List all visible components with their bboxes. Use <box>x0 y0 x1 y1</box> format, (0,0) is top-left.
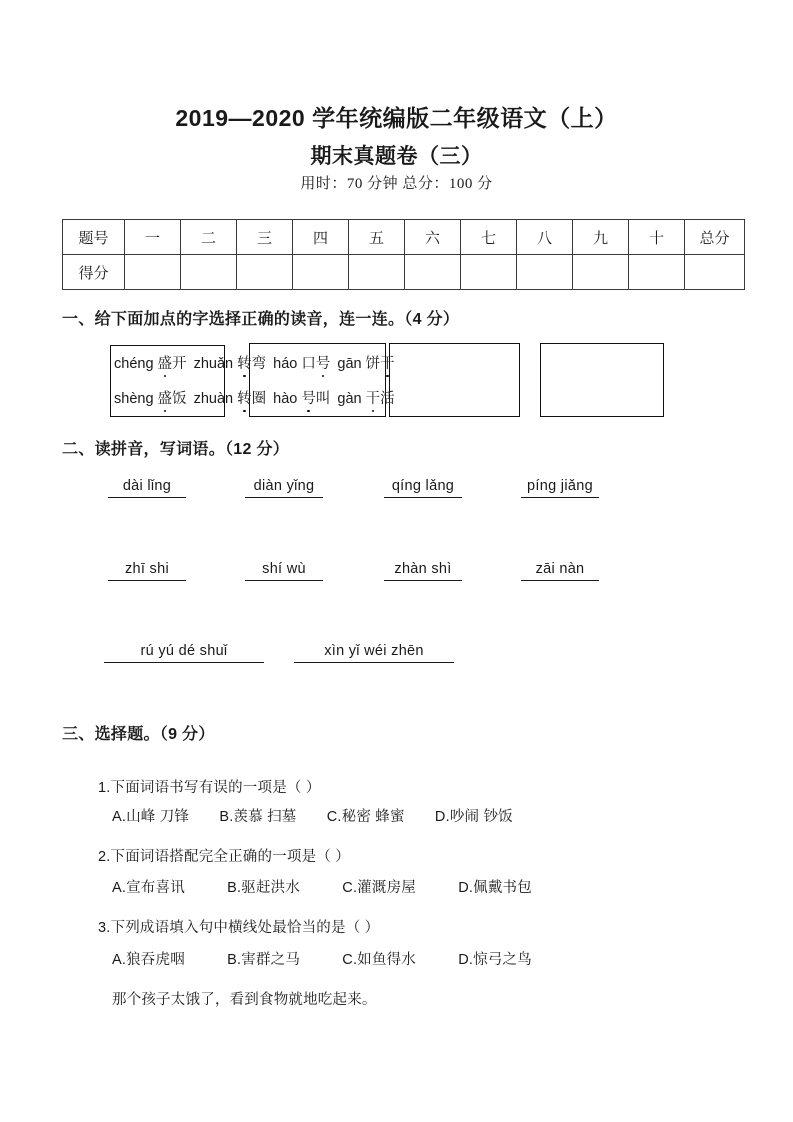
score-cell-2[interactable] <box>181 255 237 290</box>
matching-box-3[interactable] <box>389 343 520 417</box>
score-cell-8[interactable] <box>517 255 573 290</box>
matching-pair-2-3[interactable]: hào 号叫 <box>273 387 330 408</box>
answer-underline[interactable] <box>104 662 264 663</box>
matching-pair-1-4[interactable]: gān 饼干 <box>337 352 394 373</box>
matching-pair-2-4[interactable]: gàn 干活 <box>337 387 394 408</box>
section-1-heading: 一、给下面加点的字选择正确的读音，连一连。（4 分） <box>62 311 460 328</box>
table-row-header <box>63 220 745 255</box>
answer-underline[interactable] <box>108 497 186 498</box>
pinyin-text: zhàn shì <box>394 561 452 577</box>
score-cell-5[interactable] <box>349 255 405 290</box>
score-table-col-4: 四 <box>293 220 349 255</box>
question-3-stem: 3.下列成语填入句中横线处最恰当的是（ ） <box>98 920 380 936</box>
answer-underline[interactable] <box>108 580 186 581</box>
pinyin-blank-2-1[interactable] <box>108 561 186 581</box>
question-2-options <box>112 876 532 897</box>
question-3-sentence: 那个孩子太饿了，看到食物就地吃起来。 <box>112 992 377 1008</box>
matching-row-2 <box>114 387 398 408</box>
option-3-a[interactable]: A.狼吞虎咽 <box>112 952 185 968</box>
score-table-col-3: 三 <box>237 220 293 255</box>
question-2-stem: 2.下面词语搭配完全正确的一项是（ ） <box>98 849 350 865</box>
option-1-d[interactable]: D.吵闹 钞饭 <box>434 809 513 825</box>
pinyin-text: qíng lǎng <box>391 478 455 494</box>
score-cell-4[interactable] <box>293 255 349 290</box>
score-table-col-9: 九 <box>573 220 629 255</box>
pinyin-text: dài lǐng <box>122 478 172 494</box>
pinyin-text: xìn yǐ wéi zhēn <box>324 643 424 659</box>
pinyin-text: zāi nàn <box>535 561 585 577</box>
option-2-d[interactable]: D.佩戴书包 <box>458 880 532 896</box>
score-table-col-10: 十 <box>629 220 685 255</box>
matching-pair-1-3[interactable]: háo 口号 <box>273 352 330 373</box>
score-cell-total[interactable] <box>685 255 745 290</box>
pinyin-blank-3-1[interactable] <box>104 643 264 663</box>
pinyin-blank-2-2[interactable] <box>245 561 323 581</box>
option-3-b[interactable]: B.害群之马 <box>227 952 301 968</box>
score-cell-7[interactable] <box>461 255 517 290</box>
question-1-stem: 1.下面词语书写有误的一项是（ ） <box>98 780 321 796</box>
answer-underline[interactable] <box>245 497 323 498</box>
matching-pair-2-1[interactable]: shèng 盛饭 <box>114 387 187 408</box>
option-2-a[interactable]: A.宣布喜讯 <box>112 880 185 896</box>
matching-box-4[interactable] <box>540 343 664 417</box>
score-cell-1[interactable] <box>125 255 181 290</box>
pinyin-blank-3-2[interactable] <box>294 643 454 663</box>
option-1-b[interactable]: B.羡慕 扫墓 <box>219 809 297 825</box>
section-2-heading: 二、读拼音，写词语。（12 分） <box>62 441 290 458</box>
score-cell-9[interactable] <box>573 255 629 290</box>
score-table-col-1: 一 <box>125 220 181 255</box>
pinyin-blank-1-3[interactable] <box>384 478 462 498</box>
question-3-options <box>112 948 532 969</box>
score-cell-3[interactable] <box>237 255 293 290</box>
answer-underline[interactable] <box>521 580 599 581</box>
score-table-col-total: 总分 <box>685 220 745 255</box>
pinyin-text: shí wù <box>262 561 306 577</box>
answer-underline[interactable] <box>384 580 462 581</box>
matching-row-1 <box>114 352 398 373</box>
answer-underline[interactable] <box>384 497 462 498</box>
question-1-options <box>112 805 513 826</box>
option-2-c[interactable]: C.灌溉房屋 <box>342 880 416 896</box>
score-table-col-5: 五 <box>349 220 405 255</box>
option-1-c[interactable]: C.秘密 蜂蜜 <box>326 809 405 825</box>
page-title: 2019—2020 学年统编版二年级语文（上） <box>175 105 618 131</box>
option-3-d[interactable]: D.惊弓之鸟 <box>458 952 532 968</box>
answer-underline[interactable] <box>294 662 454 663</box>
answer-underline[interactable] <box>521 497 599 498</box>
score-table-col-6: 六 <box>405 220 461 255</box>
score-table-col-2: 二 <box>181 220 237 255</box>
score-table <box>62 219 745 290</box>
score-table-row-label: 题号 <box>63 220 125 255</box>
score-table-row-label-score: 得分 <box>63 255 125 290</box>
pinyin-text: rú yú dé shuǐ <box>140 643 228 659</box>
matching-pair-1-1[interactable]: chéng 盛开 <box>114 352 187 373</box>
answer-underline[interactable] <box>245 580 323 581</box>
score-table-col-7: 七 <box>461 220 517 255</box>
table-row-scores <box>63 255 745 290</box>
pinyin-blank-2-3[interactable] <box>384 561 462 581</box>
option-3-c[interactable]: C.如鱼得水 <box>342 952 416 968</box>
pinyin-text: diàn yǐng <box>253 478 315 494</box>
score-cell-6[interactable] <box>405 255 461 290</box>
exam-meta-line: 用时：70 分钟 总分：100 分 <box>300 176 493 192</box>
score-cell-10[interactable] <box>629 255 685 290</box>
matching-pair-1-2[interactable]: zhuǎn 转弯 <box>194 352 267 373</box>
pinyin-blank-1-2[interactable] <box>245 478 323 498</box>
option-2-b[interactable]: B.驱赶洪水 <box>227 880 301 896</box>
pinyin-text: zhī shi <box>124 561 169 577</box>
score-table-col-8: 八 <box>517 220 573 255</box>
pinyin-blank-1-4[interactable] <box>521 478 599 498</box>
section-3-heading: 三、选择题。（9 分） <box>62 726 215 743</box>
option-1-a[interactable]: A.山峰 刀锋 <box>112 809 190 825</box>
pinyin-text: píng jiǎng <box>527 478 593 494</box>
pinyin-blank-2-4[interactable] <box>521 561 599 581</box>
matching-pair-2-2[interactable]: zhuàn 转圈 <box>194 387 267 408</box>
pinyin-blank-1-1[interactable] <box>108 478 186 498</box>
page-subtitle: 期末真题卷（三） <box>310 145 483 168</box>
